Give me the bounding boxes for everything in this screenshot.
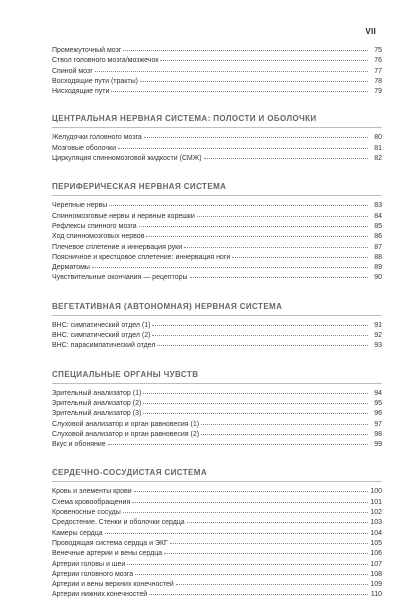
section-title: СЕРДЕЧНО-СОСУДИСТАЯ СИСТЕМА bbox=[52, 467, 382, 482]
entry-page-number: 91 bbox=[374, 321, 382, 329]
entry-title: Рефлексы спинного мозга bbox=[52, 222, 137, 230]
toc-entry[interactable] bbox=[52, 549, 382, 559]
dot-leader bbox=[152, 325, 368, 326]
toc-entry[interactable] bbox=[52, 232, 382, 242]
dot-leader bbox=[109, 205, 368, 206]
dot-leader bbox=[197, 216, 368, 217]
entry-title: Циркуляция спинномозговой жидкости (СМЖ) bbox=[52, 155, 202, 163]
toc-entry[interactable] bbox=[52, 46, 382, 56]
toc-section bbox=[52, 301, 382, 352]
dot-leader bbox=[143, 393, 368, 394]
toc-entry[interactable] bbox=[52, 273, 382, 283]
dot-leader bbox=[176, 584, 368, 585]
toc-entry[interactable] bbox=[52, 487, 382, 497]
entry-page-number: 82 bbox=[374, 155, 382, 163]
toc-section bbox=[52, 46, 382, 97]
toc-entry[interactable] bbox=[52, 212, 382, 222]
entry-title: Камеры сердца bbox=[52, 529, 103, 537]
toc-entry[interactable] bbox=[52, 420, 382, 430]
toc-entry[interactable] bbox=[52, 409, 382, 419]
toc-entry[interactable] bbox=[52, 389, 382, 399]
entry-title: ВНС: симпатический отдел (1) bbox=[52, 321, 151, 329]
dot-leader bbox=[146, 236, 368, 237]
section-title: ПЕРИФЕРИЧЕСКАЯ НЕРВНАЯ СИСТЕМА bbox=[52, 181, 382, 196]
toc-entry[interactable] bbox=[52, 253, 382, 263]
toc-entry[interactable] bbox=[52, 570, 382, 580]
dot-leader bbox=[160, 60, 368, 61]
entry-page-number: 106 bbox=[370, 550, 382, 558]
section-gap bbox=[52, 164, 382, 181]
entry-page-number: 107 bbox=[370, 560, 382, 568]
entry-page-number: 101 bbox=[370, 498, 382, 506]
entry-page-number: 80 bbox=[374, 134, 382, 142]
toc-entry[interactable] bbox=[52, 77, 382, 87]
entry-title: ВНС: симпатический отдел (2) bbox=[52, 332, 151, 340]
entry-page-number: 105 bbox=[370, 539, 382, 547]
dot-leader bbox=[108, 444, 368, 445]
entry-title: Плечевое сплетение и иннервация руки bbox=[52, 243, 183, 251]
entry-page-number: 93 bbox=[374, 342, 382, 350]
dot-leader bbox=[123, 512, 368, 513]
entry-title: Зрительный анализатор (1) bbox=[52, 389, 142, 397]
entry-title: Артерии и вены верхних конечностей bbox=[52, 581, 174, 589]
entry-title: Чувствительные окончания — рецепторы bbox=[52, 274, 188, 282]
entry-title: Венечные артерии и вены сердца bbox=[52, 550, 163, 558]
entry-page-number: 96 bbox=[374, 410, 382, 418]
toc-entry[interactable] bbox=[52, 539, 382, 549]
entry-page-number: 83 bbox=[374, 202, 382, 210]
entry-page-number: 98 bbox=[374, 430, 382, 438]
entry-page-number: 86 bbox=[374, 233, 382, 241]
section-gap bbox=[52, 352, 382, 369]
entry-page-number: 78 bbox=[374, 77, 382, 85]
dot-leader bbox=[140, 81, 368, 82]
dot-leader bbox=[204, 158, 368, 159]
entry-title: Ствол головного мозга/мозжечок bbox=[52, 57, 159, 65]
toc-entry[interactable] bbox=[52, 67, 382, 77]
toc-entry[interactable] bbox=[52, 87, 382, 97]
toc-entry[interactable] bbox=[52, 440, 382, 450]
entry-title: Схема кровообращения bbox=[52, 498, 131, 506]
entry-page-number: 95 bbox=[374, 399, 382, 407]
entry-page-number: 92 bbox=[374, 332, 382, 340]
toc-section bbox=[52, 113, 382, 164]
entry-page-number: 94 bbox=[374, 389, 382, 397]
section-gap bbox=[52, 97, 382, 113]
entry-title: Нисходящие пути bbox=[52, 88, 110, 96]
toc-entry[interactable] bbox=[52, 243, 382, 253]
entry-title: Зрительный анализатор (2) bbox=[52, 399, 142, 407]
entry-title: Артерии головы и шеи bbox=[52, 560, 126, 568]
toc-entry[interactable] bbox=[52, 590, 382, 600]
entry-title: ВНС: парасимпатический отдел bbox=[52, 342, 156, 350]
dot-leader bbox=[105, 533, 368, 534]
entry-title: Артерии нижних конечностей bbox=[52, 591, 148, 599]
dot-leader bbox=[118, 148, 368, 149]
entry-title: Кровеносные сосуды bbox=[52, 509, 121, 517]
toc-section bbox=[52, 181, 382, 283]
toc-entry[interactable] bbox=[52, 154, 382, 164]
entry-title: Зрительный анализатор (3) bbox=[52, 410, 142, 418]
dot-leader bbox=[127, 564, 368, 565]
toc-entry[interactable] bbox=[52, 518, 382, 528]
entry-page-number: 90 bbox=[374, 274, 382, 282]
dot-leader bbox=[143, 413, 368, 414]
entry-page-number: 103 bbox=[370, 519, 382, 527]
entry-title: Желудочки головного мозга bbox=[52, 134, 142, 142]
entry-title: Артерии головного мозга bbox=[52, 570, 134, 578]
toc-entry[interactable] bbox=[52, 56, 382, 66]
entry-page-number: 89 bbox=[374, 264, 382, 272]
entry-page-number: 76 bbox=[374, 57, 382, 65]
toc-entry[interactable] bbox=[52, 399, 382, 409]
entry-page-number: 97 bbox=[374, 420, 382, 428]
entry-page-number: 99 bbox=[374, 441, 382, 449]
entry-title: Поясничное и крестцовое сплетение: иннервация ноги bbox=[52, 253, 231, 261]
dot-leader bbox=[111, 91, 368, 92]
dot-leader bbox=[187, 522, 368, 523]
entry-title: Черепные нервы bbox=[52, 202, 108, 210]
toc-section bbox=[52, 369, 382, 451]
dot-leader bbox=[139, 226, 368, 227]
dot-leader bbox=[144, 137, 368, 138]
section-title: СПЕЦИАЛЬНЫЕ ОРГАНЫ ЧУВСТВ bbox=[52, 369, 382, 384]
toc-entry[interactable] bbox=[52, 201, 382, 211]
entry-page-number: 100 bbox=[370, 488, 382, 496]
dot-leader bbox=[92, 267, 368, 268]
dot-leader bbox=[164, 553, 368, 554]
entry-title: Средостение. Стенки и оболочки сердца bbox=[52, 519, 185, 527]
toc-entry[interactable] bbox=[52, 498, 382, 508]
entry-page-number: 87 bbox=[374, 243, 382, 251]
entry-title: Вкус и обоняние bbox=[52, 441, 106, 449]
dot-leader bbox=[152, 335, 368, 336]
entry-page-number: 109 bbox=[370, 581, 382, 589]
toc-entry[interactable] bbox=[52, 331, 382, 341]
entry-title: Спинномозговые нервы и нервные корешки bbox=[52, 212, 195, 220]
dot-leader bbox=[149, 594, 368, 595]
entry-title: Спиной мозг bbox=[52, 67, 93, 75]
dot-leader bbox=[135, 574, 368, 575]
entry-page-number: 104 bbox=[370, 529, 382, 537]
toc-entry[interactable] bbox=[52, 133, 382, 143]
section-gap bbox=[52, 450, 382, 467]
toc-entry[interactable] bbox=[52, 430, 382, 440]
toc-entry[interactable] bbox=[52, 529, 382, 539]
entry-page-number: 85 bbox=[374, 222, 382, 230]
page-number: VII bbox=[365, 27, 376, 36]
dot-leader bbox=[134, 491, 368, 492]
toc-entry[interactable] bbox=[52, 560, 382, 570]
entry-page-number: 88 bbox=[374, 253, 382, 261]
entry-page-number: 75 bbox=[374, 47, 382, 54]
dot-leader bbox=[95, 71, 368, 72]
toc-entry[interactable] bbox=[52, 508, 382, 518]
entry-title: Промежуточный мозг bbox=[52, 47, 122, 54]
dot-leader bbox=[201, 424, 368, 425]
toc-entry[interactable] bbox=[52, 341, 382, 351]
toc-section bbox=[52, 467, 382, 600]
dot-leader bbox=[201, 434, 368, 435]
dot-leader bbox=[132, 502, 368, 503]
entry-page-number: 102 bbox=[370, 509, 382, 517]
entry-title: Ход спинномозговых нервов bbox=[52, 233, 145, 241]
toc-entry[interactable] bbox=[52, 263, 382, 273]
entry-title: Слуховой анализатор и орган равновесия (1) bbox=[52, 420, 200, 428]
toc-entry[interactable] bbox=[52, 144, 382, 154]
dot-leader bbox=[170, 543, 368, 544]
entry-title: Дерматомы bbox=[52, 264, 90, 272]
entry-title: Восходящие пути (тракты) bbox=[52, 77, 138, 85]
dot-leader bbox=[143, 403, 368, 404]
dot-leader bbox=[232, 257, 368, 258]
toc-entry[interactable] bbox=[52, 222, 382, 232]
entry-title: Проводящая система сердца и ЭКГ bbox=[52, 539, 168, 547]
dot-leader bbox=[184, 247, 368, 248]
toc-entry[interactable] bbox=[52, 321, 382, 331]
entry-title: Кровь и элементы крови bbox=[52, 488, 132, 496]
section-title: ЦЕНТРАЛЬНАЯ НЕРВНАЯ СИСТЕМА: ПОЛОСТИ И ОБОЛОЧКИ bbox=[52, 113, 382, 128]
section-gap bbox=[52, 284, 382, 301]
dot-leader bbox=[123, 50, 368, 51]
dot-leader bbox=[190, 277, 368, 278]
entry-page-number: 77 bbox=[374, 67, 382, 75]
dot-leader bbox=[157, 345, 368, 346]
entry-page-number: 110 bbox=[370, 591, 382, 599]
entry-page-number: 81 bbox=[374, 144, 382, 152]
toc-entry[interactable] bbox=[52, 580, 382, 590]
entry-title: Мозговые оболочки bbox=[52, 144, 116, 152]
entry-page-number: 79 bbox=[374, 88, 382, 96]
table-of-contents bbox=[52, 46, 382, 600]
entry-page-number: 108 bbox=[370, 570, 382, 578]
entry-title: Слуховой анализатор и орган равновесия (2) bbox=[52, 430, 200, 438]
entry-page-number: 84 bbox=[374, 212, 382, 220]
section-title: ВЕГЕТАТИВНАЯ (АВТОНОМНАЯ) НЕРВНАЯ СИСТЕМА bbox=[52, 301, 382, 316]
